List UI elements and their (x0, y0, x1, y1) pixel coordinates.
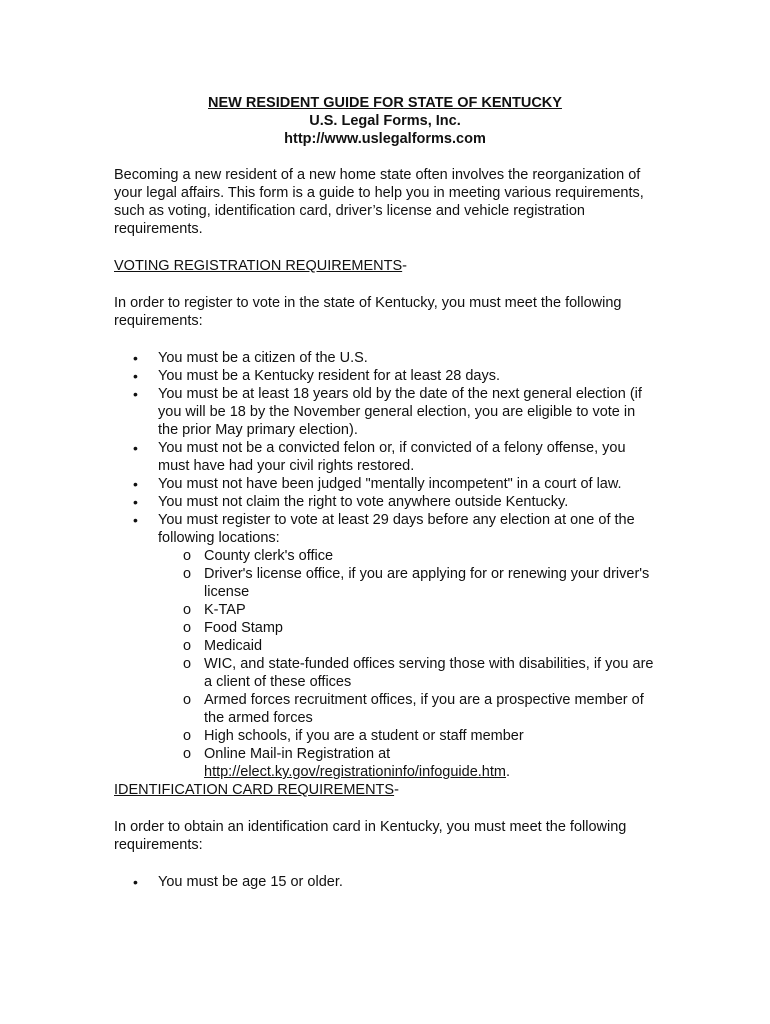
sub-list-item-text: Armed forces recruitment offices, if you are a prospective member of the armed forces (204, 692, 644, 726)
list-item-text: You must register to vote at least 29 days before any election at one of the following locations: (158, 512, 635, 546)
id-card-section-heading (114, 781, 659, 799)
voting-intro: In order to register to vote in the state of Kentucky, you must meet the following requirements: (114, 295, 622, 329)
online-registration-suffix: . (505, 764, 511, 780)
company-url: http://www.uslegalforms.com (284, 131, 486, 147)
sub-list-item-text: County clerk's office (204, 548, 334, 564)
voting-heading-text: VOTING REGISTRATION REQUIREMENTS (114, 258, 403, 274)
list-item (114, 873, 659, 891)
list-item-text: You must not have been judged "mentally incompetent" in a court of law. (158, 476, 622, 492)
sub-list-item-text: K-TAP (204, 602, 246, 618)
voting-requirements-list (114, 349, 659, 781)
circle-bullet-icon: o (183, 746, 192, 762)
sub-list-item-text: Driver's license office, if you are applying for or renewing your driver's license (204, 566, 650, 600)
bullet-icon: • (133, 440, 138, 456)
sub-list-item (158, 619, 659, 637)
circle-bullet-icon: o (183, 728, 192, 744)
list-item-text: You must be a citizen of the U.S. (158, 350, 368, 366)
list-item (114, 511, 659, 781)
list-item (114, 367, 659, 385)
list-item-text: You must be at least 18 years old by the date of the next general election (if you will be 18 by the November general election, you are eligible to vote in the prior May primary election). (158, 386, 642, 438)
list-item (114, 475, 659, 493)
sub-list-item-text: High schools, if you are a student or staff member (204, 728, 524, 744)
list-item (114, 385, 659, 439)
id-card-requirements-list (114, 873, 659, 891)
id-card-heading-text: IDENTIFICATION CARD REQUIREMENTS (114, 782, 395, 798)
document-body (114, 166, 659, 891)
list-item-text: You must not claim the right to vote anywhere outside Kentucky. (158, 494, 569, 510)
circle-bullet-icon: o (183, 692, 192, 708)
sub-list-item-text: Medicaid (204, 638, 263, 654)
circle-bullet-icon: o (183, 656, 192, 672)
document-header (0, 94, 770, 148)
registration-locations-list (158, 547, 659, 781)
list-item (114, 439, 659, 475)
circle-bullet-icon: o (183, 602, 192, 618)
sub-list-item-text: Food Stamp (204, 620, 283, 636)
bullet-icon: • (133, 494, 138, 510)
circle-bullet-icon: o (183, 566, 192, 582)
circle-bullet-icon: o (183, 548, 192, 564)
sub-list-item (158, 727, 659, 745)
circle-bullet-icon: o (183, 620, 192, 636)
voting-section-heading (114, 257, 659, 275)
list-item-text: You must be a Kentucky resident for at least 28 days. (158, 368, 501, 384)
voting-heading-suffix: - (402, 258, 407, 274)
list-item (114, 349, 659, 367)
sub-list-item (158, 637, 659, 655)
list-item (114, 493, 659, 511)
sub-list-item (158, 745, 659, 781)
bullet-icon: • (133, 386, 138, 402)
online-registration-label: Online Mail-in Registration at (204, 746, 391, 762)
bullet-icon: • (133, 874, 138, 890)
id-card-heading-suffix: - (394, 782, 399, 798)
sub-list-item (158, 601, 659, 619)
company-name: U.S. Legal Forms, Inc. (309, 113, 461, 129)
document-title: NEW RESIDENT GUIDE FOR STATE OF KENTUCKY (208, 95, 562, 111)
sub-list-item-text: WIC, and state-funded offices serving those with disabilities, if you are a client of these offices (204, 656, 654, 690)
intro-paragraph: Becoming a new resident of a new home state often involves the reorganization of your legal affairs. This form is a guide to help you in meeting various requirements, such as voting, identification card, driver’s license and vehicle registration requirements. (114, 167, 644, 237)
id-card-intro: In order to obtain an identification card in Kentucky, you must meet the following requirements: (114, 819, 627, 853)
sub-list-item (158, 691, 659, 727)
list-item-text: You must not be a convicted felon or, if convicted of a felony offense, you must have had your civil rights restored. (158, 440, 626, 474)
circle-bullet-icon: o (183, 638, 192, 654)
online-registration-link[interactable]: http://elect.ky.gov/registrationinfo/infoguide.htm (204, 764, 506, 780)
bullet-icon: • (133, 476, 138, 492)
sub-list-item (158, 565, 659, 601)
bullet-icon: • (133, 368, 138, 384)
bullet-icon: • (133, 512, 138, 528)
bullet-icon: • (133, 350, 138, 366)
list-item-text: You must be age 15 or older. (158, 874, 343, 890)
sub-list-item (158, 547, 659, 565)
sub-list-item (158, 655, 659, 691)
